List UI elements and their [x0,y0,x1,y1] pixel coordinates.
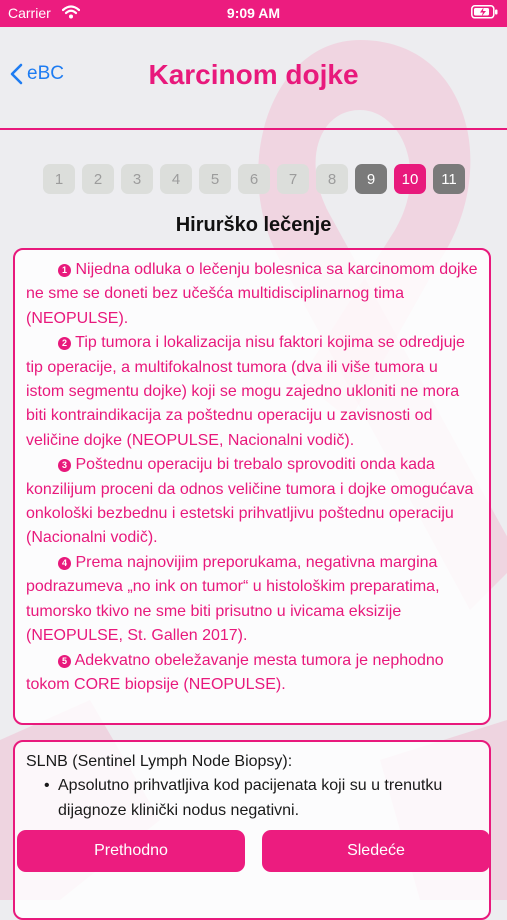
recommendation-item [26,551,479,649]
section-heading: Hirurško lečenje [175,214,332,236]
next-button[interactable]: Sledeće [262,830,490,872]
recommendations-card [13,248,491,725]
bottom-bar [0,830,507,900]
page-3[interactable]: 3 [121,164,153,194]
number-2-icon: 2 [58,337,71,350]
recommendation-text: Poštednu operaciju bi trebalo sprovoditi onda kada konzilijum proceni da odnos veličine tumora i dojke omogućava onkološki bezbednu i estetski prihvatljivu poštednu operaciju (Nacionalni vodič). [26,456,474,547]
status-bar [0,0,507,27]
battery-charging-icon [471,5,499,22]
page-9[interactable]: 9 [355,164,387,194]
page-title: Karcinom dojke [148,59,359,90]
page-2[interactable]: 2 [82,164,114,194]
page-6[interactable]: 6 [238,164,270,194]
carrier-label: Carrier [8,5,51,21]
recommendation-text: Adekvatno obeležavanje mesta tumora je nephodno tokom CORE biopsije (NEOPULSE). [26,651,444,693]
page-4[interactable]: 4 [160,164,192,194]
number-1-icon: 1 [58,264,71,277]
recommendation-item [26,331,479,453]
nav-divider [0,128,507,130]
page-11[interactable]: 11 [433,164,465,194]
page-8[interactable]: 8 [316,164,348,194]
status-time: 9:09 AM [226,5,281,21]
slnb-bullet: • Apsolutno prihvatljiva kod pacijenata koji su u trenutku dijagnoze klinički nodus negativni. [58,774,479,823]
slnb-list [26,774,479,823]
recommendation-text: Tip tumora i lokalizacija nisu faktori kojima se odredjuje tip operacije, a multifokalnost tumora (dva ili više tumora u istom segmentu dojke) koji se mogu zajedno ukloniti ne mora biti kontraindikacija za poštednu operaciju u zavisnosti od veličine dojke (NEOPULSE, Nacionalni vodič). [26,334,465,449]
recommendation-text: Prema najnovijim preporukama, negativna margina podrazumeva „no ink on tumor“ u histološkim preparatima, tumorsko tkivo ne sme biti prisutno u ivicama eksizije (NEOPULSE, St. Gallen 2017). [26,553,440,645]
page-indicator [43,164,465,194]
page-5[interactable]: 5 [199,164,231,194]
back-label: eBC [27,63,64,84]
number-4-icon: 4 [58,557,71,570]
slnb-heading: SLNB (Sentinel Lymph Node Biopsy): [26,753,293,770]
recommendation-item [26,453,479,551]
page-10-current[interactable]: 10 [394,164,426,194]
recommendation-item [26,258,479,331]
number-5-icon: 5 [58,655,71,668]
recommendation-item [26,649,479,698]
previous-button[interactable]: Prethodno [17,830,245,872]
page-1[interactable]: 1 [43,164,75,194]
recommendation-text: Nijedna odluka o lečenju bolesnica sa karcinomom dojke ne sme se doneti bez učešća multidisciplinarnog tima (NEOPULSE). [26,261,478,327]
navigation-bar [0,27,507,129]
page-7[interactable]: 7 [277,164,309,194]
number-3-icon: 3 [58,459,71,472]
